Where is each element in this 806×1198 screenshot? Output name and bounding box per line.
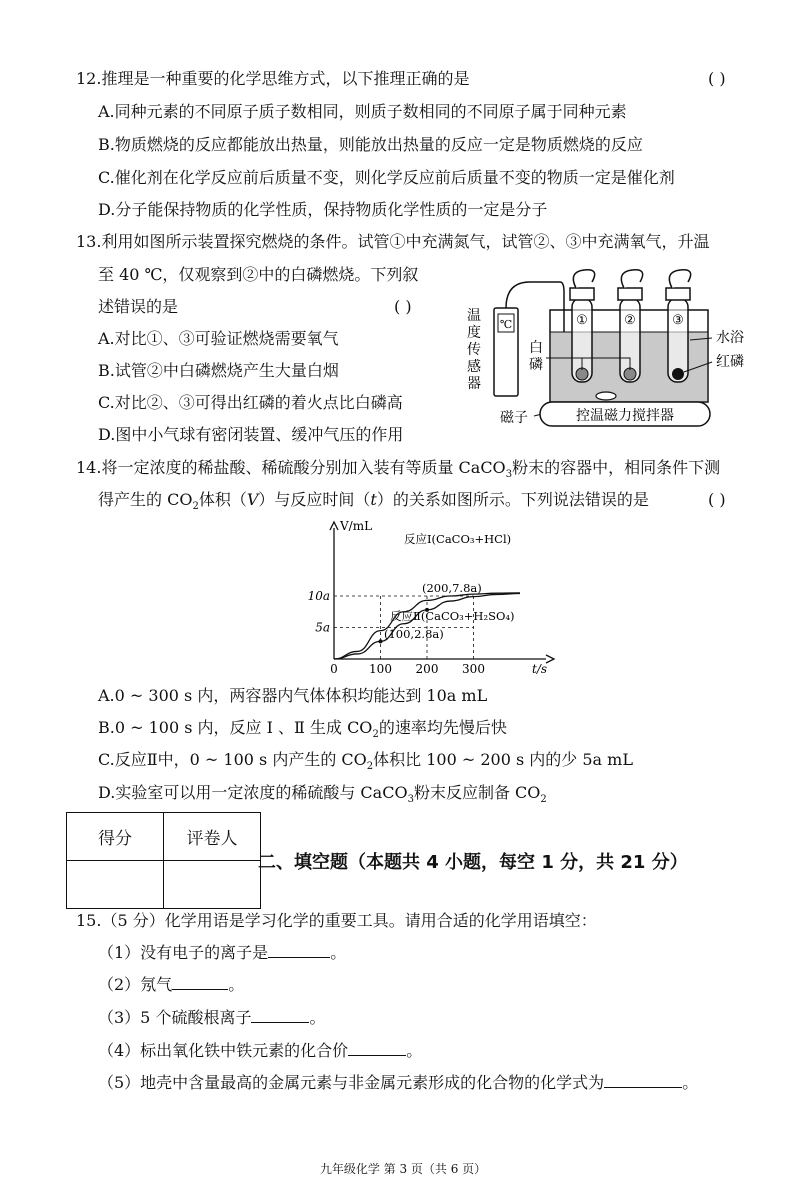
y-tick-label: 5a xyxy=(315,620,330,635)
q13-option-d: D.图中小气球有密闭装置、缓冲气压的作用 xyxy=(98,425,404,444)
reaction-2-label: 反应Ⅱ(CaCO₃+H₂SO₄) xyxy=(390,609,515,623)
q15-blank-4[interactable] xyxy=(348,1041,406,1056)
y-axis-label: V/mL xyxy=(340,519,373,533)
reaction-1-label: 反应Ⅰ(CaCO₃+HCl) xyxy=(404,532,512,546)
q15-blank-1[interactable] xyxy=(268,943,330,958)
q15-blank-3[interactable] xyxy=(251,1008,309,1023)
q12-option-a: A.同种元素的不同原子质子数相同，则质子数相同的不同原子属于同种元素 xyxy=(98,102,627,121)
q15-item-1: （1）没有电子的离子是 。 xyxy=(98,943,347,962)
q13-option-c: C.对比②、③可得出红磷的着火点比白磷高 xyxy=(98,393,403,412)
q13-stem-line1: 13.利用如图所示装置探究燃烧的条件。试管①中充满氮气，试管②、③中充满氧气，升温 xyxy=(76,232,710,251)
section-2-title: 二、填空题（本题共 4 小题，每空 1 分，共 21 分） xyxy=(258,852,688,873)
q12-option-d: D.分子能保持物质的化学性质，保持物质化学性质的一定是分子 xyxy=(98,200,548,219)
q12-option-c: C.催化剂在化学反应前后质量不变，则化学反应前后质量不变的物质一定是催化剂 xyxy=(98,168,675,187)
q14-answer-paren: ( ) xyxy=(708,490,726,509)
water-bath-label: 水浴 xyxy=(716,330,744,346)
point-200-label: (200,7.8a) xyxy=(422,581,482,595)
score-table xyxy=(66,812,261,909)
magnet-stir-bar xyxy=(596,392,616,400)
tube-1-label: ① xyxy=(576,313,588,328)
tube-3-label: ③ xyxy=(672,313,684,328)
x-tick-label: 300 xyxy=(462,662,485,676)
magnet-label: 磁子 xyxy=(500,410,528,426)
sensor-label: 温度传感器 xyxy=(467,308,481,392)
q14-stem-line2: 得产生的 $CO_2$体积（V）与反应时间（t）的关系如图所示。下列说法错误的是 xyxy=(98,490,649,513)
q13-option-a: A.对比①、③可验证燃烧需要氧气 xyxy=(98,329,339,348)
q15-blank-5[interactable] xyxy=(604,1073,682,1088)
score-header: 得分 xyxy=(67,813,164,861)
q15-item-5: （5）地壳中含量最高的金属元素与非金属元素形成的化合物的化学式为 。 xyxy=(98,1073,699,1092)
q12-option-b: B.物质燃烧的反应都能放出热量，则能放出热量的反应一定是物质燃烧的反应 xyxy=(98,135,643,154)
q14-stem-line1: 14.将一定浓度的稀盐酸、稀硫酸分别加入装有等质量 CaCO$_3$粉末的容器中，相同条件下测 xyxy=(76,458,721,481)
q14-option-b: B.0 ~ 100 s 内，反应 Ⅰ 、Ⅱ 生成 $CO_2$的速率均先慢后快 xyxy=(98,718,507,741)
q13-apparatus-figure xyxy=(460,262,750,432)
x-axis-arrow xyxy=(546,655,554,663)
q15-stem: 15.（5 分）化学用语是学习化学的重要工具。请用合适的化学用语填空： xyxy=(76,911,597,930)
sensor-celsius-symbol: ℃ xyxy=(499,318,513,331)
red-phosphorus-label: 红磷 xyxy=(716,354,744,370)
q15-item-4: （4）标出氧化铁中铁元素的化合价 。 xyxy=(98,1041,423,1060)
q14-option-c: C.反应Ⅱ中，0 ~ 100 s 内产生的 $CO_2$体积比 100 ~ 200 s 内的少 5a mL xyxy=(98,750,633,773)
q15-blank-2[interactable] xyxy=(172,975,228,990)
x-tick-label: 0 xyxy=(330,662,338,676)
x-tick-label: 200 xyxy=(415,662,439,676)
point-100-label: (100,2.8a) xyxy=(384,627,444,641)
grader-header: 评卷人 xyxy=(164,813,261,861)
x-tick-label: 100 xyxy=(369,662,392,676)
q13-answer-paren: ( ) xyxy=(394,297,412,316)
score-cell[interactable] xyxy=(67,861,164,909)
white-phosphorus-label: 白磷 xyxy=(529,340,543,373)
q15-item-3: （3）5 个硫酸根离子 。 xyxy=(98,1008,326,1027)
q12-stem: 12.推理是一种重要的化学思维方式，以下推理正确的是 xyxy=(76,69,470,88)
data-point-marker-2 xyxy=(379,639,383,643)
stirrer-label: 控温磁力搅拌器 xyxy=(576,408,674,424)
q13-option-b: B.试管②中白磷燃烧产生大量白烟 xyxy=(98,361,339,380)
q13-stem-line2: 至 40 ℃，仅观察到②中的白磷燃烧。下列叙 xyxy=(98,265,419,284)
page-footer: 九年级化学 第 3 页（共 6 页） xyxy=(319,1162,487,1176)
x-axis-label: t/s xyxy=(532,662,548,676)
q14-option-a: A.0 ~ 300 s 内，两容器内气体体积均能达到 10a mL xyxy=(98,686,488,705)
y-tick-label: 10a xyxy=(307,589,330,603)
q12-answer-paren: ( ) xyxy=(708,69,726,88)
tube-2-label: ② xyxy=(624,313,636,328)
grader-cell[interactable] xyxy=(164,861,261,909)
q14-volume-time-chart xyxy=(296,516,558,678)
q13-stem-line3: 述错误的是 xyxy=(98,297,179,316)
q15-item-2: （2）氖气 。 xyxy=(98,975,245,994)
q14-option-d: D.实验室可以用一定浓度的稀硫酸与 CaCO$_3$粉末反应制备 $CO_2$ xyxy=(98,783,547,806)
